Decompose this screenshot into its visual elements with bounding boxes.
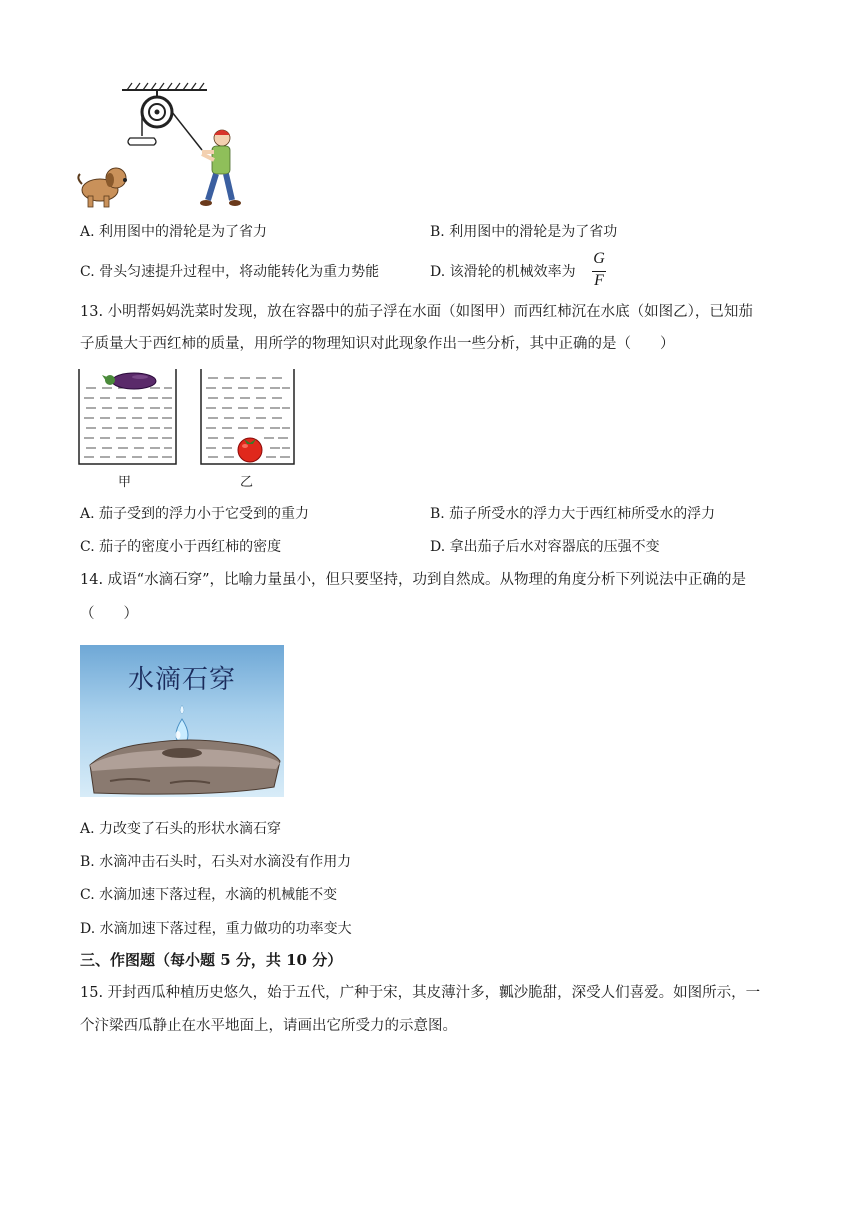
q14-option-a: A. 力改变了石头的形状水滴石穿 [80,821,282,837]
q13-stem-line1: 13. 小明帮妈妈洗菜时发现，放在容器中的茄子浮在水面（如图甲）而西红柿沉在水底（如图乙），已知茄 [80,304,753,320]
pulley-figure [72,80,252,215]
section-heading: 三、作图题（每小题 5 分，共 10 分） [80,951,343,969]
tomato-illustration [238,438,262,462]
q12-option-c: C. 骨头匀速提升过程中，将动能转化为重力势能 [80,264,380,280]
fraction-numerator: G [593,250,605,267]
q12-option-a: A. 利用图中的滑轮是为了省力 [80,224,268,240]
container-yi [201,369,294,464]
water-drop-image-title: 水滴石穿 [128,665,237,695]
fraction-denominator: F [594,272,604,289]
boy-illustration [200,130,241,206]
container-jia [79,369,176,464]
q12-option-b: B. 利用图中的滑轮是为了省功 [430,224,618,240]
q13-option-d: D. 拿出茄子后水对容器底的压强不变 [430,539,660,555]
q14-option-d: D. 水滴加速下落过程，重力做功的功率变大 [80,921,352,937]
q14-stem-line2: （ ） [80,606,138,622]
q13-option-a: A. 茄子受到的浮力小于它受到的重力 [80,506,310,522]
q13-stem-line2: 子质量大于西红柿的质量，用所学的物理知识对此现象作出一些分析，其中正确的是（ ） [80,336,675,352]
drop-and-stone [80,645,284,797]
water-drop-image [80,645,284,797]
q13-option-b: B. 茄子所受水的浮力大于西红柿所受水的浮力 [430,506,716,522]
eggplant-illustration [102,373,156,389]
q13-option-c: C. 茄子的密度小于西红柿的密度 [80,539,282,555]
q14-option-c: C. 水滴加速下落过程，水滴的机械能不变 [80,887,338,903]
q15-stem-line1: 15. 开封西瓜种植历史悠久，始于五代，广种于宋，其皮薄汁多，瓤沙脆甜，深受人们喜爱。如图所示，一 [80,985,761,1001]
q14-stem-line1: 14. 成语“水滴石穿”，比喻力量虽小，但只要坚持，功到自然成。从物理的角度分析下列说法中正确的是 [80,572,746,588]
dog-illustration [78,168,127,207]
figure-caption-yi: 乙 [240,475,254,490]
q14-option-b: B. 水滴冲击石头时，石头对水滴没有作用力 [80,854,352,870]
containers-figure [74,366,304,470]
q12-option-d: D. 该滑轮的机械效率为 [430,264,576,280]
figure-caption-jia: 甲 [118,475,132,490]
q15-stem-line2: 个汴梁西瓜静止在水平地面上，请画出它所受力的示意图。 [80,1018,457,1034]
